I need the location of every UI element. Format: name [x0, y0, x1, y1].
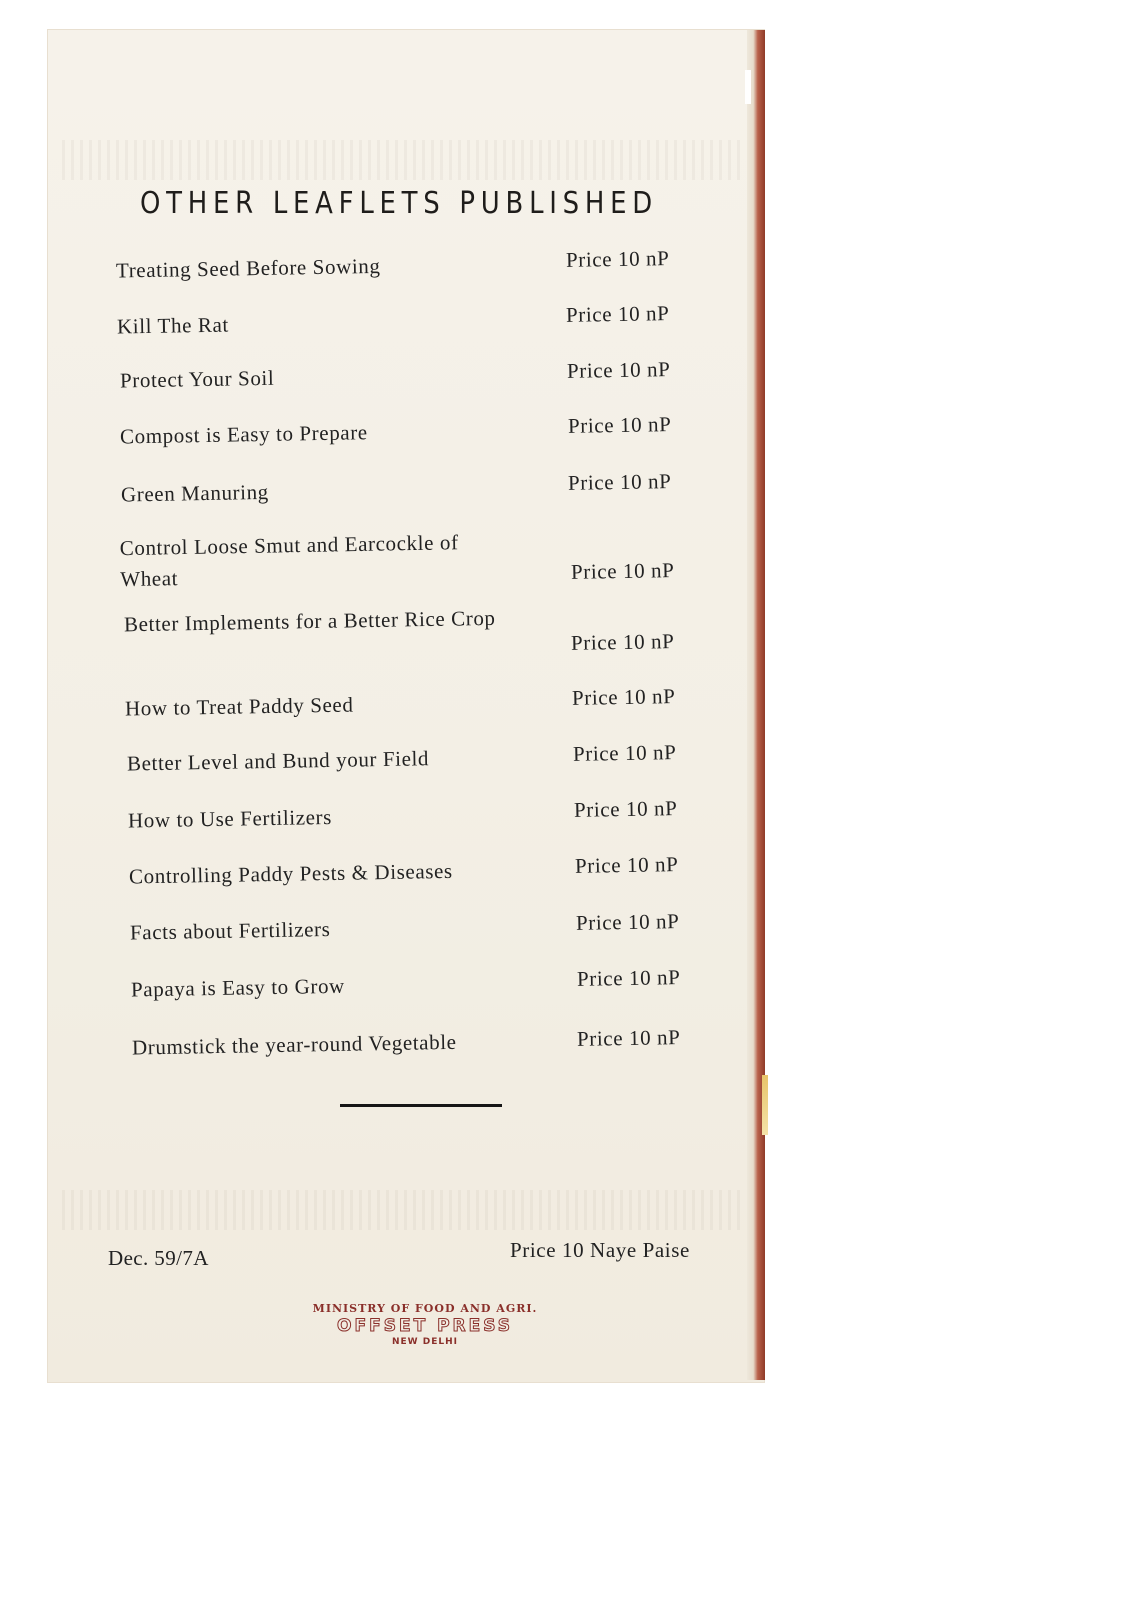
- leaflet-title: How to Treat Paddy Seed: [124, 692, 354, 721]
- leaflet-title: Compost is Easy to Prepare: [119, 420, 368, 449]
- leaflet-title: Papaya is Easy to Grow: [130, 973, 346, 1002]
- printer-stamp-ministry: MINISTRY OF FOOD AND AGRI.: [312, 1302, 538, 1315]
- cover-edge-fleck: [762, 1075, 768, 1135]
- leaflet-price: Price 10 nP: [571, 684, 676, 710]
- printer-stamp-press: OFFSET PRESS: [337, 1316, 513, 1336]
- leaflet-price: Price 10 nP: [575, 909, 680, 935]
- leaflet-title: Protect Your Soil: [119, 365, 275, 393]
- leaflet-title: Green Manuring: [120, 479, 269, 507]
- printer-stamp-city: NEW DELHI: [392, 1337, 458, 1347]
- cover-edge-chip: [745, 70, 751, 104]
- leaflet-price: Price 10 nP: [572, 740, 677, 766]
- section-divider: [340, 1104, 502, 1107]
- leaflet-title: Controlling Paddy Pests & Diseases: [128, 858, 453, 889]
- leaflet-title: How to Use Fertilizers: [127, 804, 333, 833]
- leaflet-price: Price 10 nP: [570, 558, 675, 584]
- leaflet-title: Drumstick the year-round Vegetable: [131, 1029, 457, 1060]
- printer-stamp: [290, 1302, 560, 1347]
- page-title: OTHER LEAFLETS PUBLISHED: [140, 186, 658, 221]
- publication-reference: Dec. 59/7A: [108, 1246, 209, 1270]
- leaflet-price: Price 10 nP: [565, 301, 670, 327]
- leaflet-price: Price 10 nP: [576, 965, 681, 991]
- leaflet-cover-price: Price 10 Naye Paise: [510, 1238, 690, 1262]
- leaflet-title: Kill The Rat: [116, 312, 230, 339]
- leaflet-price: Price 10 nP: [567, 469, 672, 495]
- leaflet-price: Price 10 nP: [576, 1025, 681, 1051]
- leaflet-price: Price 10 nP: [565, 246, 670, 272]
- leaflet-title: Better Level and Bund your Field: [126, 746, 430, 776]
- leaflet-price: Price 10 nP: [570, 629, 675, 655]
- leaflet-title: Facts about Fertilizers: [129, 916, 331, 945]
- leaflet-title: Treating Seed Before Sowing: [115, 253, 381, 283]
- leaflet-title: Control Loose Smut and Earcockle of Wheat: [119, 530, 459, 592]
- leaflet-price: Price 10 nP: [566, 357, 671, 383]
- cover-edge: [747, 30, 765, 1380]
- leaflet-title: Better Implements for a Better Rice Crop: [123, 605, 496, 637]
- leaflet-price: Price 10 nP: [573, 796, 678, 822]
- leaflet-price: Price 10 nP: [567, 412, 672, 438]
- leaflet-price: Price 10 nP: [574, 852, 679, 878]
